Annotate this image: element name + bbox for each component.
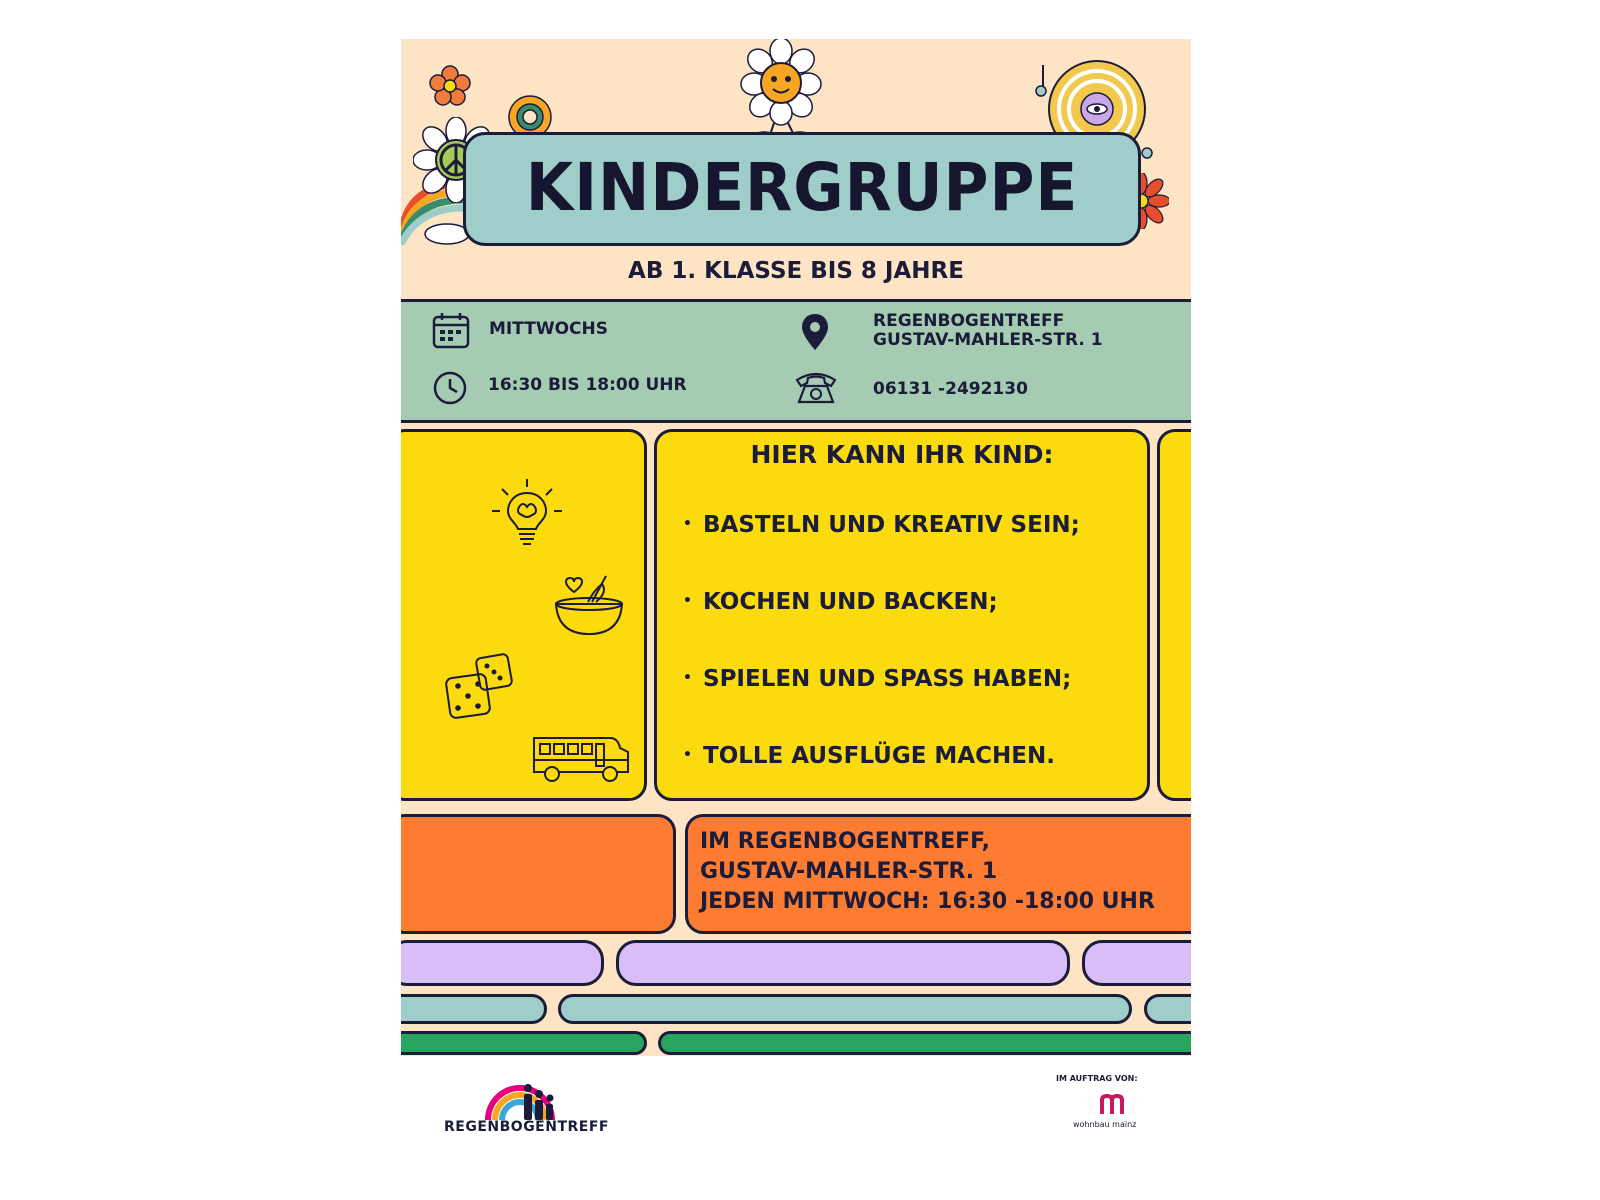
location-box-line3: JEDEN MITTWOCH: 16:30 -18:00 UHR	[700, 889, 1155, 914]
decorative-pill	[401, 994, 547, 1024]
activities-heading: HIER KANN IHR KIND:	[750, 440, 1054, 469]
calendar-icon	[431, 311, 471, 351]
location-line2: GUSTAV-MAHLER-STR. 1	[873, 330, 1103, 350]
decorative-pill	[658, 1031, 1191, 1055]
activities-card	[654, 429, 1150, 801]
icon-card	[401, 429, 647, 801]
mixing-bowl-icon	[552, 572, 626, 640]
decorative-pill	[1082, 940, 1191, 986]
flower-icon	[429, 65, 471, 107]
poster	[401, 39, 1191, 1056]
decorative-pill	[401, 940, 604, 986]
decorative-pill	[1144, 994, 1191, 1024]
time-text: 16:30 BIS 18:00 UHR	[488, 375, 687, 395]
location-box	[685, 814, 1191, 934]
partner-name: wohnbau mainz	[1073, 1120, 1137, 1129]
activity-item: • SPIELEN UND SPASS HABEN;	[703, 666, 1071, 692]
location-box-line2: GUSTAV-MAHLER-STR. 1	[700, 859, 998, 884]
telephone-icon	[793, 368, 839, 406]
decorative-pill	[558, 994, 1132, 1024]
activity-item: • TOLLE AUSFLÜGE MACHEN.	[703, 743, 1055, 769]
poster-header	[401, 39, 1191, 297]
subtitle: AB 1. KLASSE BIS 8 JAHRE	[628, 258, 964, 284]
activity-item: • BASTELN UND KREATIV SEIN;	[703, 512, 1080, 538]
location-box-line1: IM REGENBOGENTREFF,	[700, 829, 991, 854]
location-line1: REGENBOGENTREFF	[873, 311, 1065, 331]
decorative-pill	[401, 1031, 647, 1055]
regenbogentreff-logo-icon	[484, 1080, 564, 1122]
decorative-pill	[616, 940, 1070, 986]
lightbulb-brain-icon	[490, 477, 564, 551]
location-pin-icon	[799, 312, 831, 352]
title-box	[463, 132, 1141, 246]
orange-block	[401, 814, 676, 934]
page-title: KINDERGRUPPE	[525, 149, 1079, 226]
wohnbau-mainz-logo-icon	[1099, 1094, 1125, 1116]
info-band	[401, 299, 1191, 423]
phone-text: 06131 -2492130	[873, 379, 1028, 399]
commission-label: IM AUFTRAG VON:	[1056, 1074, 1138, 1083]
activity-item: • KOCHEN UND BACKEN;	[703, 589, 998, 615]
smiling-flower-icon	[736, 39, 826, 143]
regenbogentreff-logo-text: REGENBOGENTREFF	[444, 1119, 609, 1135]
side-card	[1157, 429, 1191, 801]
dice-icon	[442, 650, 522, 724]
clock-icon	[432, 370, 468, 406]
school-bus-icon	[530, 732, 632, 786]
day-text: MITTWOCHS	[489, 319, 608, 339]
